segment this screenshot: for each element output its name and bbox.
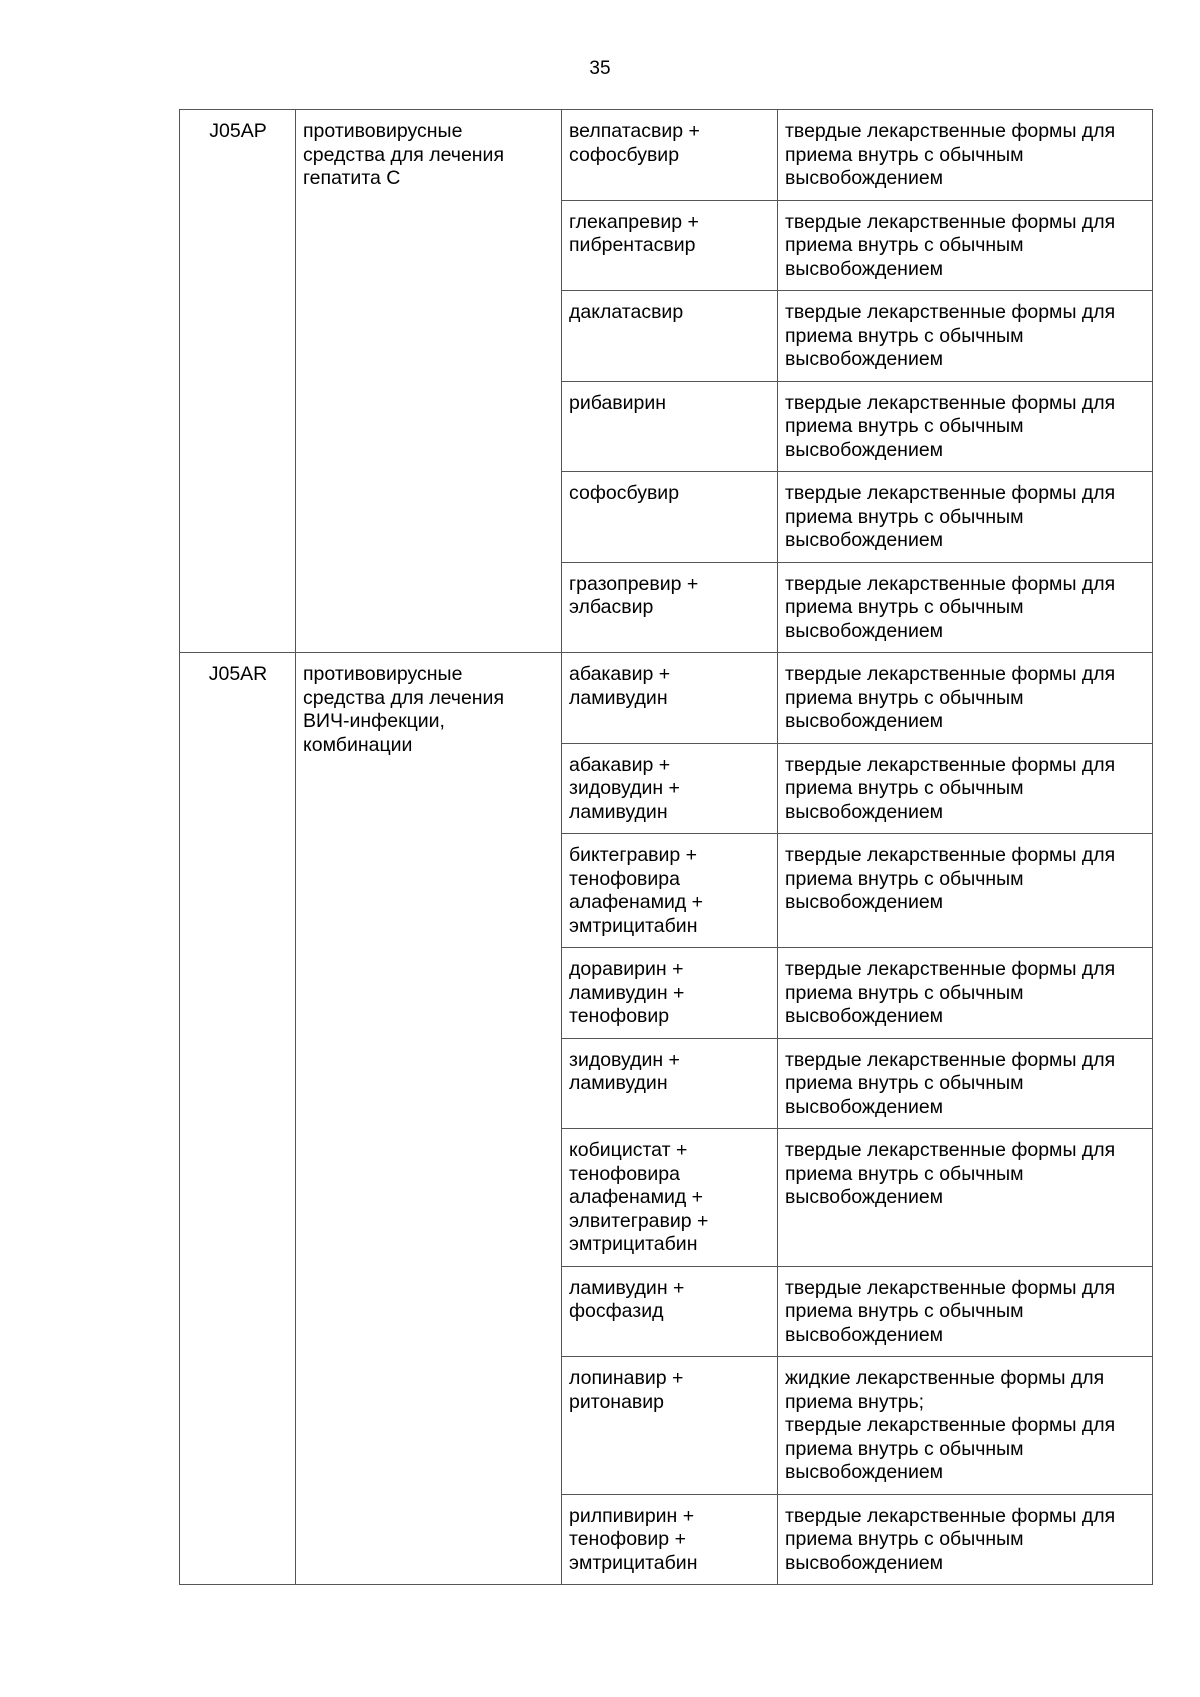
drug-name-line: софосбувир — [569, 482, 680, 504]
group-name-line: противовирусные — [303, 663, 463, 685]
table-body — [180, 110, 1153, 1585]
dosage-form-line: приема внутрь с обычным — [785, 1437, 1024, 1460]
dosage-form-cell — [778, 200, 1153, 291]
dosage-form-line: приема внутрь с обычным — [785, 1528, 1024, 1550]
drug-table — [179, 109, 1153, 1585]
dosage-form-line: твердые лекарственные формы для — [785, 391, 1116, 414]
drug-name-cell — [562, 200, 778, 291]
drug-name-line: тенофовир + — [569, 1528, 686, 1550]
drug-name-cell — [562, 562, 778, 653]
dosage-form-line: высвобождением — [785, 1095, 944, 1118]
dosage-form-line: твердые лекарственные формы для — [785, 1139, 1116, 1161]
dosage-form-line: твердые лекарственные формы для — [785, 844, 1116, 866]
drug-name-line: эмтрицитабин — [569, 1233, 698, 1255]
drug-name-line: абакавир + — [569, 663, 671, 685]
dosage-form-line: твердые лекарственные формы для — [785, 1504, 1116, 1527]
dosage-form-line: высвобождением — [785, 800, 944, 823]
drug-name-line: абакавир + — [569, 753, 671, 776]
drug-name-cell — [562, 1494, 778, 1585]
drug-name-line: софосбувир — [569, 143, 680, 166]
drug-name-line: ламивудин — [569, 686, 668, 709]
drug-name-line: ламивудин — [569, 800, 668, 823]
group-name-line: средства для лечения — [303, 686, 505, 709]
drug-name-line: биктегравир + — [569, 844, 698, 866]
drug-name-line: рибавирин — [569, 391, 667, 414]
drug-name-line: велпатасвир + — [569, 120, 700, 142]
dosage-form-line: твердые лекарственные формы для — [785, 753, 1116, 776]
dosage-form-line: твердые лекарственные формы для — [785, 1048, 1116, 1071]
dosage-form-line: приема внутрь с обычным — [785, 324, 1024, 347]
group-name-line: гепатита C — [303, 167, 401, 189]
dosage-form-line: приема внутрь с обычным — [785, 143, 1024, 166]
drug-name-line: даклатасвир — [569, 301, 684, 323]
drug-name-line: пибрентасвир — [569, 234, 696, 256]
group-name-line: средства для лечения — [303, 143, 505, 166]
drug-name-line: тенофовира — [569, 867, 681, 890]
dosage-form-line: твердые лекарственные формы для — [785, 1276, 1116, 1299]
dosage-form-cell — [778, 1038, 1153, 1129]
dosage-form-line: высвобождением — [785, 891, 944, 913]
drug-name-line: зидовудин + — [569, 1048, 680, 1071]
dosage-form-cell — [778, 948, 1153, 1039]
drug-name-cell — [562, 110, 778, 201]
dosage-form-line: твердые лекарственные формы для — [785, 301, 1116, 323]
dosage-form-line: приема внутрь с обычным — [785, 777, 1024, 799]
dosage-form-cell — [778, 381, 1153, 472]
drug-name-cell — [562, 1038, 778, 1129]
dosage-form-line: приема внутрь; — [785, 1390, 925, 1413]
dosage-form-line: приема внутрь с обычным — [785, 867, 1024, 890]
dosage-form-line: высвобождением — [785, 257, 944, 280]
drug-name-line: ламивудин — [569, 1072, 668, 1094]
drug-name-line: эмтрицитабин — [569, 914, 698, 937]
dosage-form-line: твердые лекарственные формы для — [785, 120, 1116, 142]
drug-name-cell — [562, 948, 778, 1039]
dosage-form-line: твердые лекарственные формы для — [785, 572, 1116, 595]
dosage-form-cell — [778, 653, 1153, 744]
dosage-form-line: твердые лекарственные формы для — [785, 663, 1116, 685]
page-number: 35 — [589, 58, 611, 79]
drug-name-cell — [562, 1266, 778, 1357]
drug-name-cell — [562, 653, 778, 744]
table-row — [180, 110, 1153, 201]
group-name-cell — [296, 110, 562, 653]
drug-name-cell — [562, 743, 778, 834]
dosage-form-line: высвобождением — [785, 710, 944, 732]
dosage-form-line: высвобождением — [785, 1323, 944, 1346]
dosage-form-line: высвобождением — [785, 1461, 944, 1483]
drug-name-cell — [562, 1357, 778, 1495]
group-name-line: ВИЧ-инфекции, — [303, 710, 445, 732]
drug-name-cell — [562, 472, 778, 563]
drug-name-line: рилпивирин + — [569, 1504, 695, 1527]
dosage-form-line: приема внутрь с обычным — [785, 686, 1024, 709]
drug-name-line: кобицистат + — [569, 1139, 688, 1161]
drug-name-line: ламивудин + — [569, 981, 685, 1004]
drug-name-line: алафенамид + — [569, 1186, 704, 1208]
atc-code-cell: J05AP — [180, 110, 296, 653]
dosage-form-line: жидкие лекарственные формы для — [785, 1367, 1105, 1389]
dosage-form-line: высвобождением — [785, 619, 944, 642]
drug-name-line: зидовудин + — [569, 777, 680, 799]
dosage-form-cell — [778, 834, 1153, 948]
drug-name-cell — [562, 834, 778, 948]
dosage-form-line: твердые лекарственные формы для — [785, 210, 1116, 233]
dosage-form-line: приема внутрь с обычным — [785, 415, 1024, 437]
dosage-form-line: высвобождением — [785, 1186, 944, 1208]
drug-name-line: глекапревир + — [569, 210, 699, 233]
dosage-form-cell — [778, 743, 1153, 834]
group-name-line: комбинации — [303, 733, 413, 756]
dosage-form-cell — [778, 1357, 1153, 1495]
dosage-form-cell — [778, 110, 1153, 201]
drug-name-line: элбасвир — [569, 596, 654, 618]
drug-name-line: доравирин + — [569, 958, 684, 980]
dosage-form-cell — [778, 291, 1153, 382]
dosage-form-line: приема внутрь с обычным — [785, 505, 1024, 528]
dosage-form-line: приема внутрь с обычным — [785, 234, 1024, 256]
dosage-form-line: приема внутрь с обычным — [785, 1300, 1024, 1322]
dosage-form-line: приема внутрь с обычным — [785, 981, 1024, 1004]
dosage-form-line: высвобождением — [785, 529, 944, 551]
dosage-form-line: твердые лекарственные формы для — [785, 482, 1116, 504]
dosage-form-line: высвобождением — [785, 167, 944, 189]
dosage-form-line: высвобождением — [785, 1551, 944, 1574]
dosage-form-cell — [778, 1494, 1153, 1585]
group-name-line: противовирусные — [303, 120, 463, 142]
dosage-form-line: высвобождением — [785, 1005, 944, 1027]
dosage-form-cell — [778, 1266, 1153, 1357]
drug-name-line: лопинавир + — [569, 1367, 684, 1389]
atc-code-cell: J05AR — [180, 653, 296, 1585]
table-row — [180, 653, 1153, 744]
dosage-form-cell — [778, 562, 1153, 653]
drug-name-line: гразопревир + — [569, 572, 699, 595]
drug-name-line: эмтрицитабин — [569, 1551, 698, 1574]
drug-name-line: алафенамид + — [569, 891, 704, 913]
dosage-form-line: высвобождением — [785, 438, 944, 461]
drug-name-line: ламивудин + — [569, 1276, 685, 1299]
dosage-form-line: твердые лекарственные формы для — [785, 1414, 1116, 1436]
dosage-form-line: приема внутрь с обычным — [785, 1072, 1024, 1094]
drug-name-line: фосфазид — [569, 1300, 664, 1322]
drug-name-line: тенофовир — [569, 1005, 670, 1027]
drug-name-cell — [562, 381, 778, 472]
drug-name-cell — [562, 291, 778, 382]
dosage-form-line: приема внутрь с обычным — [785, 596, 1024, 618]
group-name-cell — [296, 653, 562, 1585]
dosage-form-cell — [778, 1129, 1153, 1267]
dosage-form-line: твердые лекарственные формы для — [785, 958, 1116, 980]
drug-name-line: ритонавир — [569, 1390, 665, 1413]
drug-name-cell — [562, 1129, 778, 1267]
drug-name-line: элвитегравир + — [569, 1209, 709, 1232]
dosage-form-line: приема внутрь с обычным — [785, 1162, 1024, 1185]
dosage-form-cell — [778, 472, 1153, 563]
drug-name-line: тенофовира — [569, 1162, 681, 1185]
dosage-form-line: высвобождением — [785, 348, 944, 370]
